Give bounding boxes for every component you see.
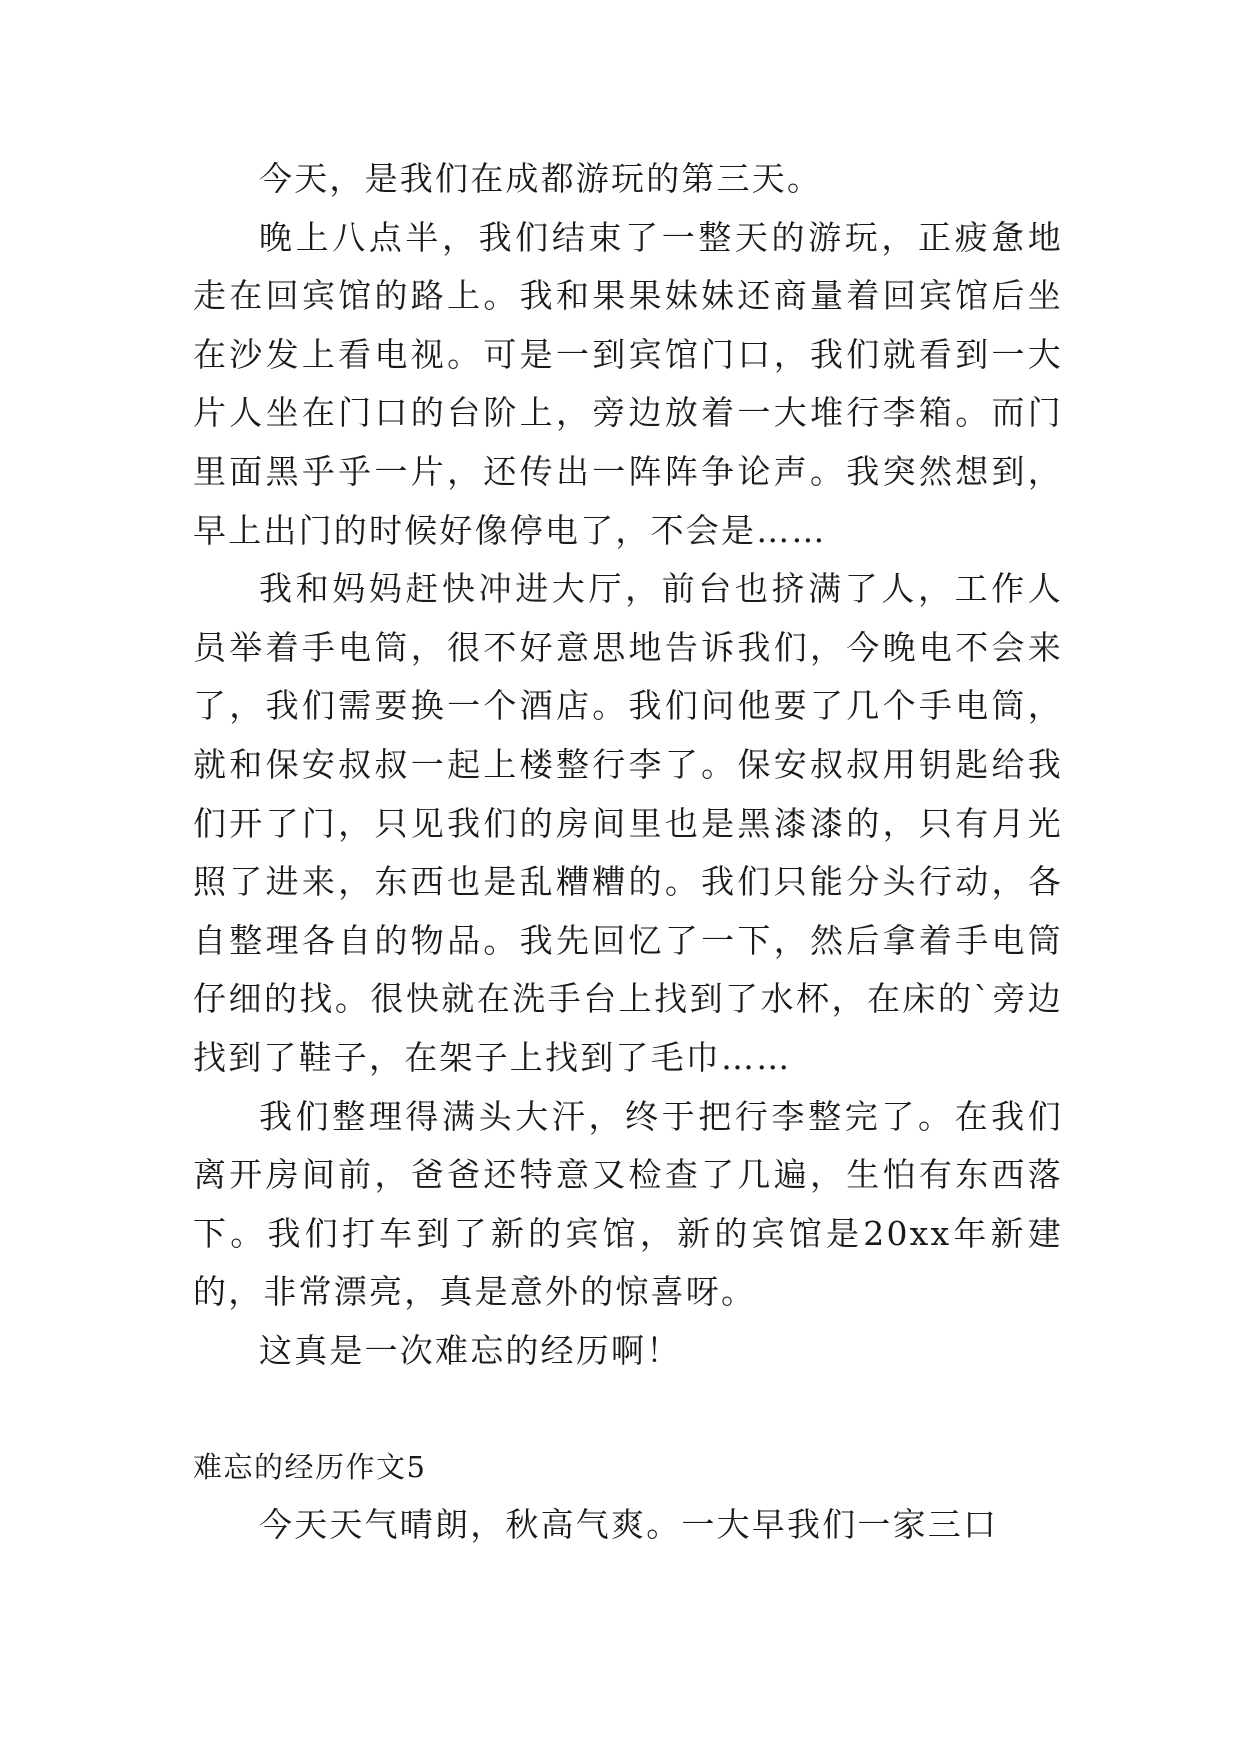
- paragraph-3: 我和妈妈赶快冲进大厅，前台也挤满了人，工作人员举着手电筒，很不好意思地告诉我们，今晚电不会来了，我们需要换一个酒店。我们问他要了几个手电筒，就和保安叔叔一起上楼整行李了。保安叔叔用钥匙给我们开了门，只见我们的房间里也是黑漆漆的，只有月光照了进来，东西也是乱糟糟的。我们只能分头行动，各自整理各自的物品。我先回忆了一下，然后拿着手电筒仔细的找。很快就在洗手台上找到了水杯，在床的`旁边找到了鞋子，在架子上找到了毛巾……: [193, 569, 1063, 1077]
- section-paragraph-1: 今天天气晴朗，秋高气爽。一大早我们一家三口: [259, 1505, 999, 1545]
- paragraph-2: 晚上八点半，我们结束了一整天的游玩，正疲惫地走在回宾馆的路上。我和果果妹妹还商量着回宾馆后坐在沙发上看电视。可是一到宾馆门口，我们就看到一大片人坐在门口的台阶上，旁边放着一大堆行李箱。而门里面黑乎乎一片，还传出一阵阵争论声。我突然想到，早上出门的时候好像停电了，不会是……: [193, 217, 1063, 550]
- paragraph-1: 今天，是我们在成都游玩的第三天。: [259, 159, 823, 198]
- paragraph-4: 我们整理得满头大汗，终于把行李整完了。在我们离开房间前，爸爸还特意又检查了几遍，生怕有东西落下。我们打车到了新的宾馆，新的宾馆是20xx年新建的，非常漂亮，真是意外的惊喜呀。: [193, 1096, 1063, 1312]
- section-heading: 难忘的经历作文5: [193, 1450, 427, 1485]
- paragraph-5: 这真是一次难忘的经历啊！: [259, 1330, 682, 1370]
- document-page: [193, 150, 1063, 1555]
